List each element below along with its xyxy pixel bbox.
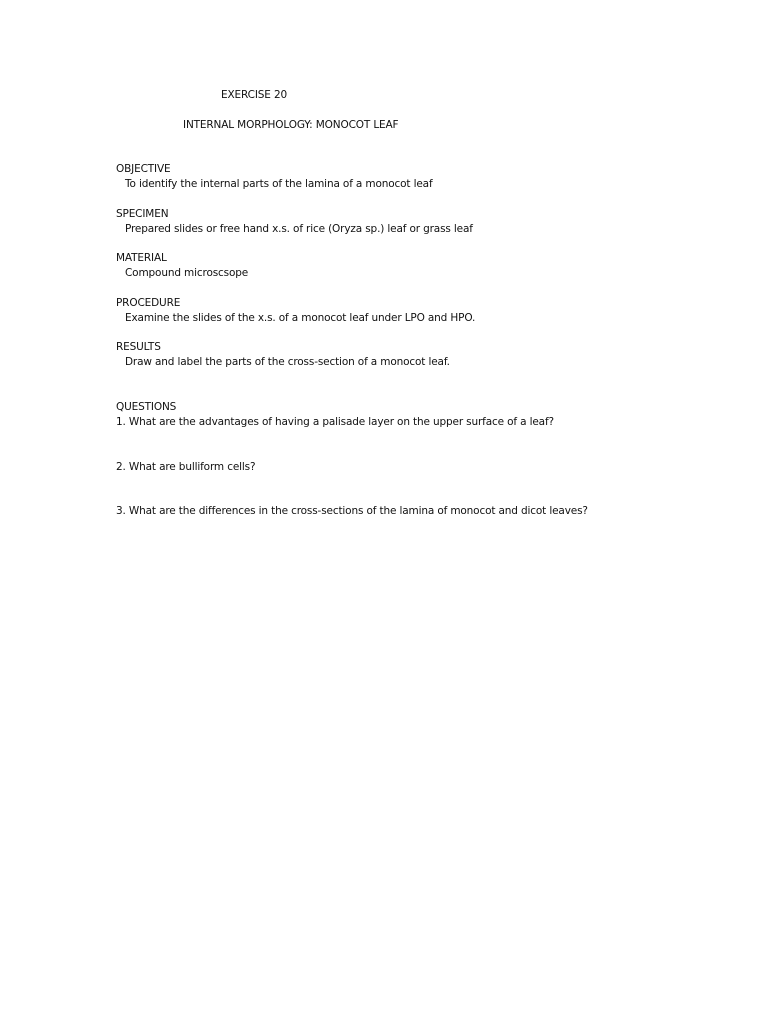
questions-heading: QUESTIONS xyxy=(116,401,177,413)
material-heading: MATERIAL xyxy=(116,252,167,264)
exercise-number: EXERCISE 20 xyxy=(221,89,288,101)
question-3: 3. What are the differences in the cross-sections of the lamina of monocot and dicot leaves? xyxy=(116,505,588,517)
question-1: 1. What are the advantages of having a palisade layer on the upper surface of a leaf? xyxy=(116,416,554,428)
material-text: Compound microscsope xyxy=(125,267,249,279)
specimen-heading: SPECIMEN xyxy=(116,208,169,220)
exercise-title: INTERNAL MORPHOLOGY: MONOCOT LEAF xyxy=(183,119,399,131)
results-text: Draw and label the parts of the cross-section of a monocot leaf. xyxy=(125,356,450,368)
objective-text: To identify the internal parts of the lamina of a monocot leaf xyxy=(125,178,433,190)
objective-heading: OBJECTIVE xyxy=(116,163,171,175)
specimen-text: Prepared slides or free hand x.s. of rice (Oryza sp.) leaf or grass leaf xyxy=(125,223,473,235)
procedure-text: Examine the slides of the x.s. of a monocot leaf under LPO and HPO. xyxy=(125,312,476,324)
question-2: 2. What are bulliform cells? xyxy=(116,461,256,473)
results-heading: RESULTS xyxy=(116,341,161,353)
procedure-heading: PROCEDURE xyxy=(116,297,181,309)
